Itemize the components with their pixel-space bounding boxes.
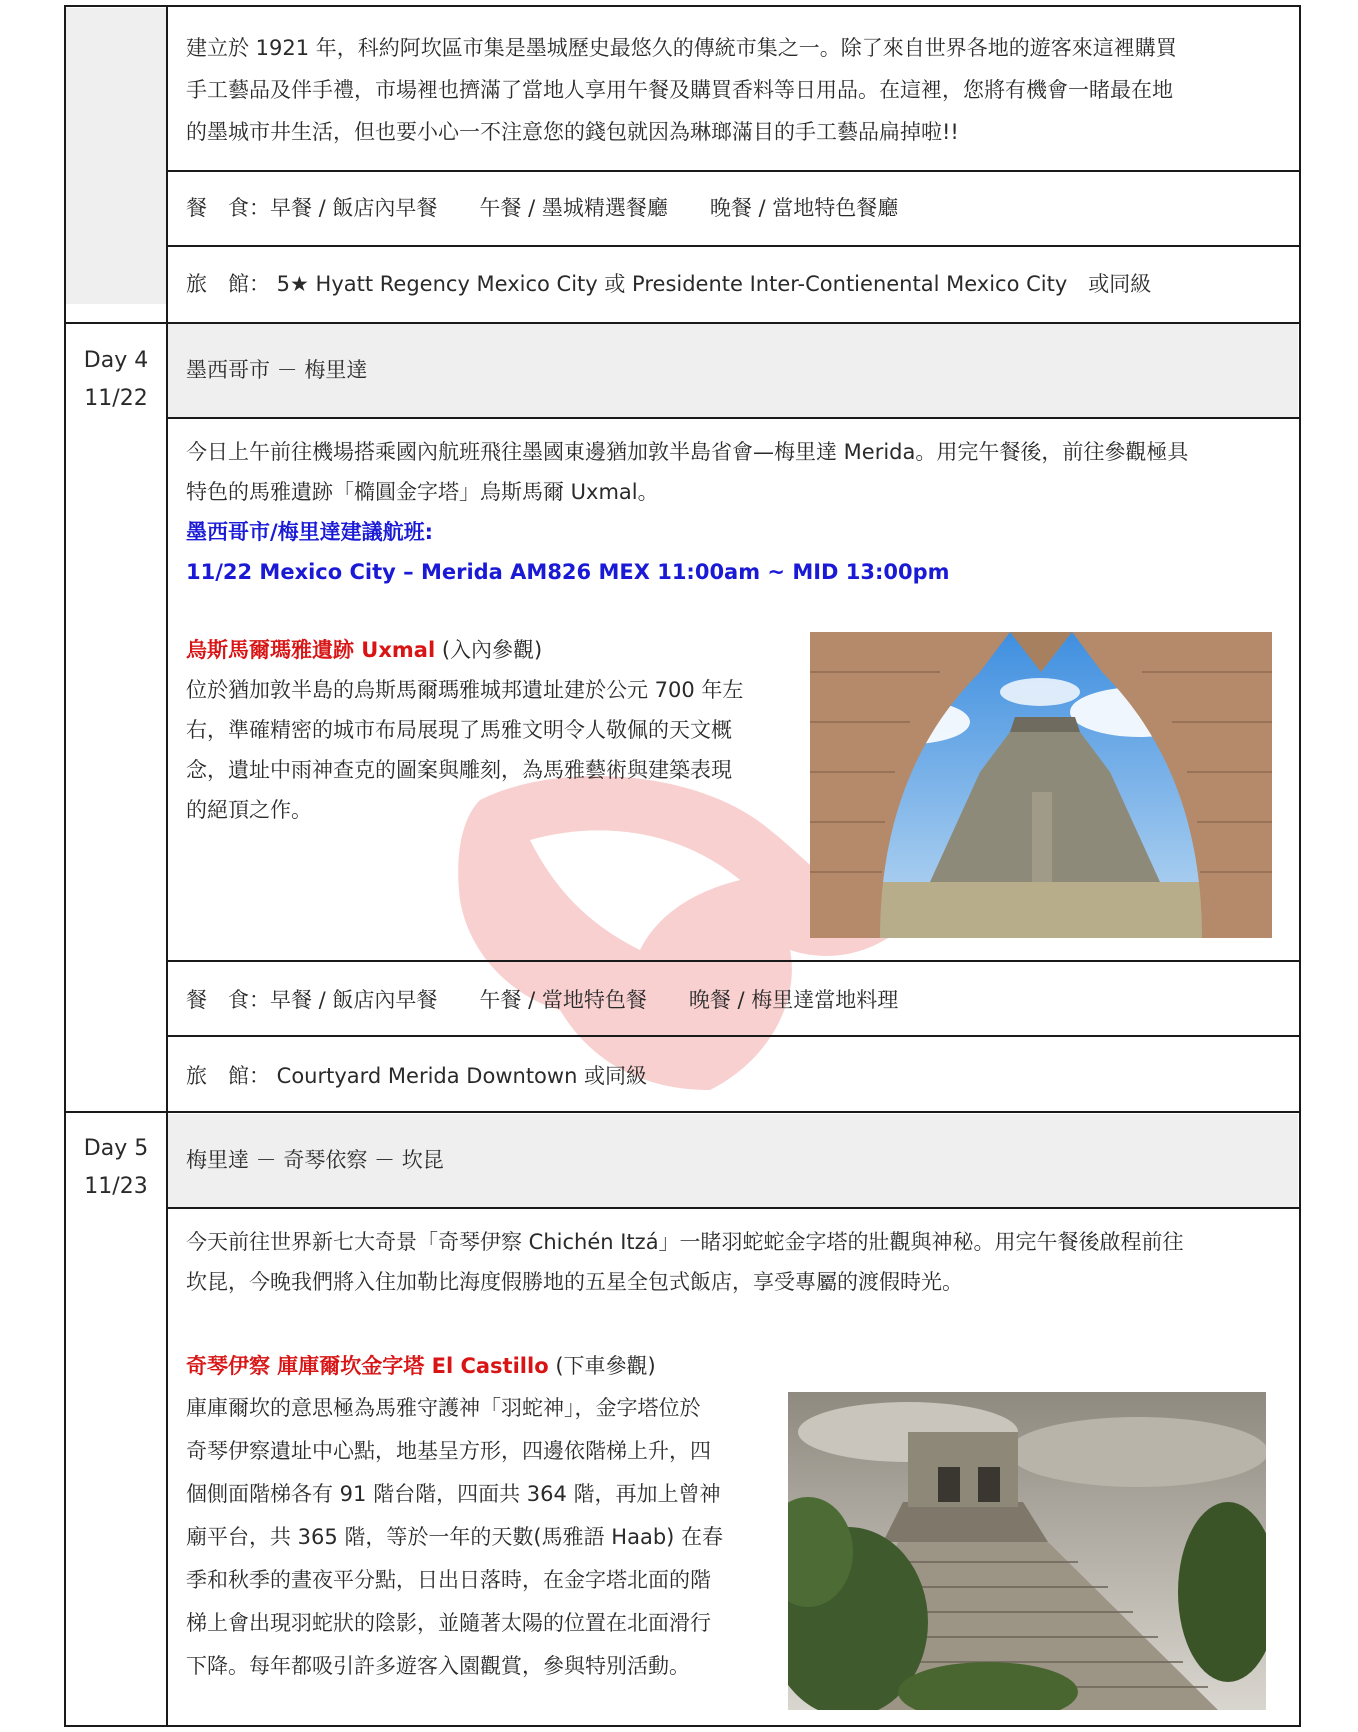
day4-desc-1: 今日上午前往機場搭乘國內航班飛往墨國東邊猶加敦半島省會—梅里達 Merida。用完午餐後，前往參觀極具 <box>186 440 1189 464</box>
day4-site-line-2: 右，準確精密的城市布局展現了馬雅文明令人敬佩的天文概 <box>186 718 732 742</box>
day5-site-line-1: 庫庫爾坎的意思極為馬雅守護神「羽蛇神」，金字塔位於 <box>186 1396 701 1420</box>
el-castillo-photo <box>788 1392 1266 1710</box>
intro-line-1: 建立於 1921 年，科約阿坎區市集是墨城歷史最悠久的傳統市集之一。除了來自世界各地的遊客來這裡購買 <box>186 36 1177 60</box>
intro-meals: 餐 食：早餐 / 飯店內早餐 午餐 / 墨城精選餐廳 晚餐 / 當地特色餐廳 <box>186 196 899 220</box>
day4-site-line-1: 位於猶加敦半島的烏斯馬爾瑪雅城邦遺址建於公元 700 年左 <box>186 678 744 702</box>
day4-site-heading <box>186 630 542 670</box>
day5-route: 梅里達 － 奇琴依察 － 坎昆 <box>186 1148 444 1172</box>
day4-meals: 餐 食：早餐 / 飯店內早餐 午餐 / 當地特色餐 晚餐 / 梅里達當地料理 <box>186 988 899 1012</box>
day5-site-line-2: 奇琴伊察遺址中心點，地基呈方形，四邊依階梯上升，四 <box>186 1439 711 1463</box>
day4-route: 墨西哥市 － 梅里達 <box>186 358 368 382</box>
day4-site-note: (入內參觀) <box>441 638 543 662</box>
uxmal-photo <box>810 632 1272 938</box>
day4-site-title: 烏斯馬爾瑪雅遺跡 Uxmal <box>186 638 436 662</box>
day4-hotel: 旅 館： Courtyard Merida Downtown 或同級 <box>186 1064 648 1088</box>
day5-date: 11/23 <box>84 1174 148 1199</box>
day5-site-line-4: 廟平台，共 365 階，等於一年的天數(馬雅語 Haab) 在春 <box>186 1525 724 1549</box>
day5-desc-1: 今天前往世界新七大奇景「奇琴伊察 Chichén Itzá」一睹羽蛇蛇金字塔的壯觀與神秘。用完午餐後啟程前往 <box>186 1230 1184 1254</box>
day4-label: Day 4 <box>83 348 149 373</box>
day4-flight-title: 墨西哥市/梅里達建議航班: <box>186 520 434 544</box>
day4-date: 11/22 <box>84 386 148 411</box>
day5-label: Day 5 <box>83 1136 149 1161</box>
day5-site-note: (下車參觀) <box>555 1354 656 1378</box>
day4-flight-detail: 11/22 Mexico City – Merida AM826 MEX 11:00am ~ MID 13:00pm <box>186 560 950 584</box>
day5-desc-2: 坎昆，今晚我們將入住加勒比海度假勝地的五星全包式飯店，享受專屬的渡假時光。 <box>186 1270 963 1294</box>
day5-site-line-6: 梯上會出現羽蛇狀的陰影，並隨著太陽的位置在北面滑行 <box>186 1611 711 1635</box>
intro-line-3: 的墨城市井生活，但也要小心一不注意您的錢包就因為琳瑯滿目的手工藝品扁掉啦!! <box>186 120 959 144</box>
day5-site-line-7: 下降。每年都吸引許多遊客入園觀賞，參與特別活動。 <box>186 1654 690 1678</box>
day5-site-line-5: 季和秋季的晝夜平分點，日出日落時，在金字塔北面的階 <box>186 1568 711 1592</box>
day4-site-line-3: 念，遺址中雨神查克的圖案與雕刻，為馬雅藝術與建築表現 <box>186 758 732 782</box>
intro-hotel: 旅 館： 5★ Hyatt Regency Mexico City 或 Presidente Inter-Contienental Mexico City 或同級 <box>186 272 1152 296</box>
day5-site-line-3: 個側面階梯各有 91 階台階，四面共 364 階，再加上曾神 <box>186 1482 721 1506</box>
intro-line-2: 手工藝品及伴手禮，市場裡也擠滿了當地人享用午餐及購買香料等日用品。在這裡，您將有機會一睹最在地 <box>186 78 1173 102</box>
day5-site-heading <box>186 1346 656 1386</box>
day4-site-line-4: 的絕頂之作。 <box>186 798 312 822</box>
day5-site-title: 奇琴伊察 庫庫爾坎金字塔 El Castillo <box>186 1354 549 1378</box>
day4-desc-2: 特色的馬雅遺跡「橢圓金字塔」烏斯馬爾 Uxmal。 <box>186 480 659 504</box>
